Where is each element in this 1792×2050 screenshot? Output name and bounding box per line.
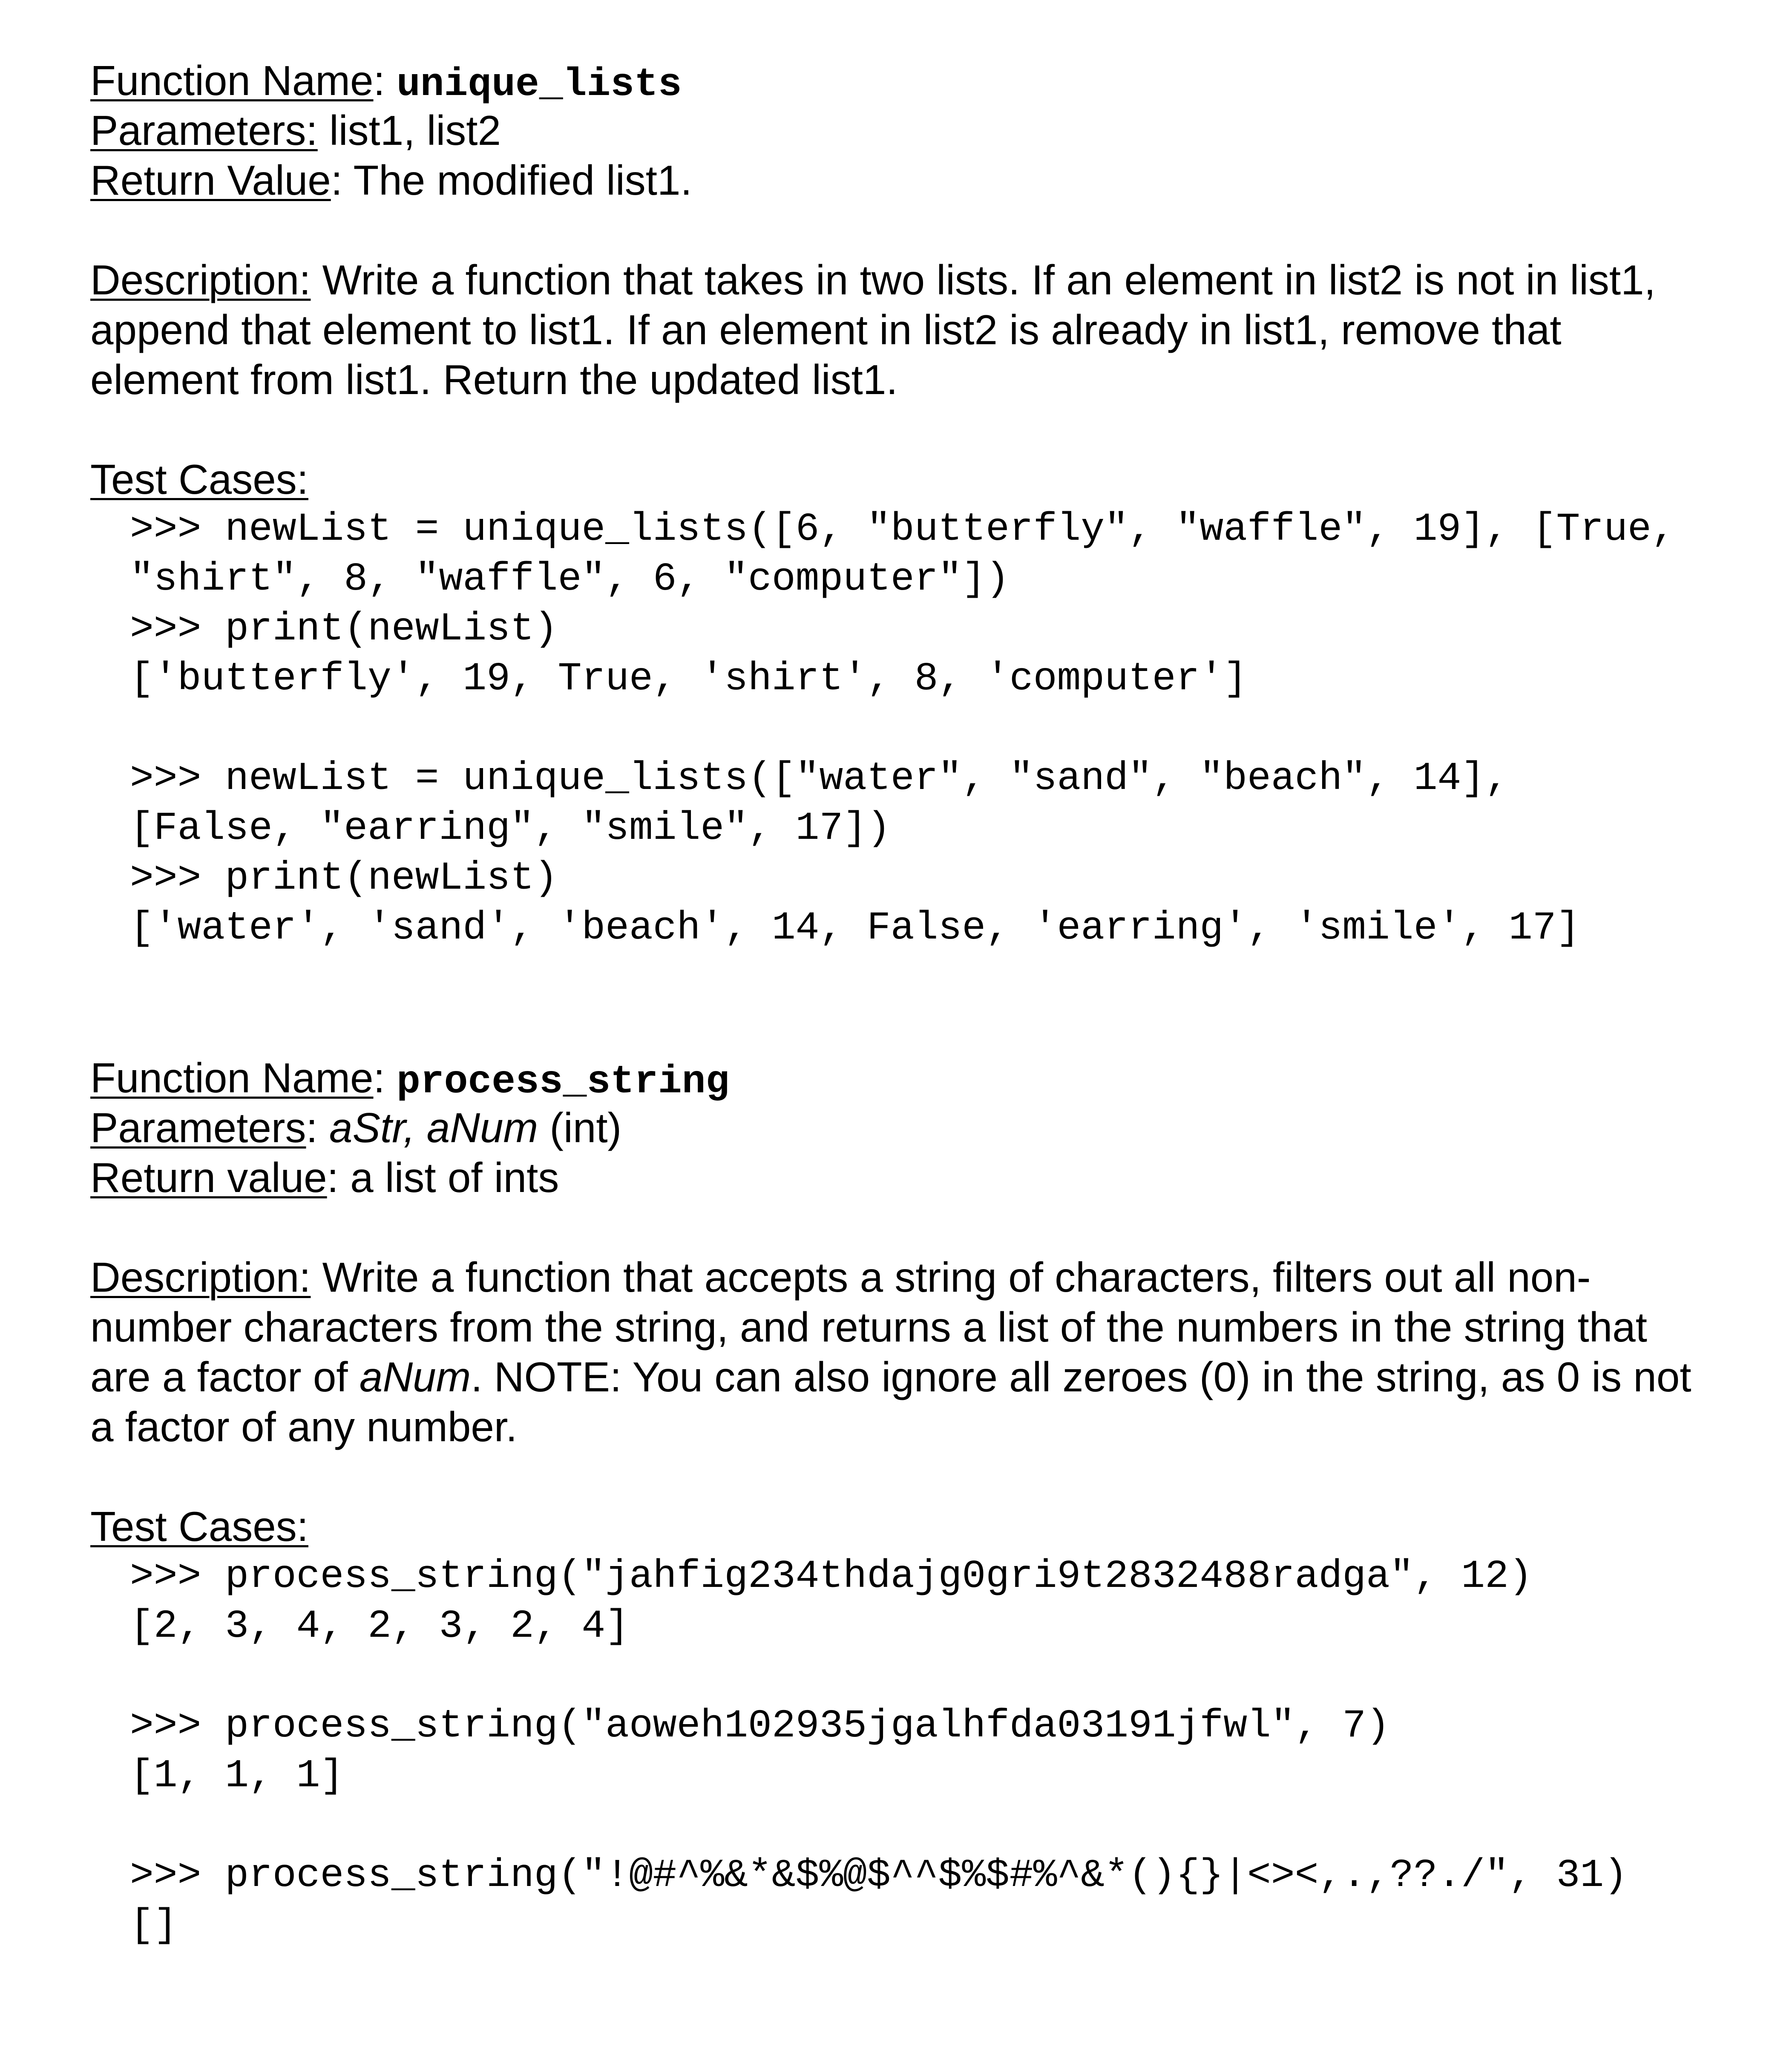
code-line: >>> process_string("aoweh102935jgalhfda03191jfwl", 7) — [130, 1704, 1390, 1748]
description-line-3: are a factor of aNum. NOTE: You can also ignore all zeroes (0) in the string, as 0 is not — [90, 1353, 1691, 1400]
code-line: >>> process_string("jahfig234thdajg0gri9t2832488radga", 12) — [130, 1554, 1533, 1599]
test-cases-label: Test Cases: — [90, 1503, 308, 1550]
description-line-2: number characters from the string, and returns a list of the numbers in the string that — [90, 1304, 1647, 1350]
parameters-line — [90, 106, 501, 155]
code-line: >>> print(newList) — [130, 856, 558, 901]
function-name-label: Function Name — [90, 57, 374, 104]
return-value-label: Return value — [90, 1154, 327, 1201]
return-value-line: Return Value: The modified list1. — [90, 157, 692, 204]
code-line: [False, "earring", "smile", 17]) — [130, 806, 891, 851]
test-cases-heading — [90, 455, 308, 504]
parameters-label: Parameters — [90, 1104, 306, 1151]
parameters-value: list1, list2 — [329, 107, 501, 154]
code-output-line: ['water', 'sand', 'beach', 14, False, 'earring', 'smile', 17] — [130, 906, 1580, 950]
parameters-value: aStr, aNum — [329, 1104, 538, 1151]
description-line-1: Description: Write a function that accepts a string of characters, filters out all non- — [90, 1254, 1591, 1301]
description-line-3: element from list1. Return the updated list1. — [90, 356, 898, 403]
function-name-label: Function Name — [90, 1054, 374, 1101]
function-name: unique_lists — [396, 62, 682, 107]
code-line: >>> process_string("!@#^%&*&$%@$^^$%$#%^&*(){}|<><,.,??./", 31) — [130, 1853, 1628, 1898]
parameters-label: Parameters: — [90, 107, 318, 154]
return-value-line: Return value: a list of ints — [90, 1154, 559, 1201]
parameters-type: (int) — [538, 1104, 622, 1151]
return-value-text: a list of ints — [350, 1154, 559, 1201]
code-line: "shirt", 8, "waffle", 6, "computer"]) — [130, 557, 1010, 602]
test-cases-label: Test Cases: — [90, 456, 308, 503]
code-output-line: [2, 3, 4, 2, 3, 2, 4] — [130, 1604, 629, 1649]
code-output-line: ['butterfly', 19, True, 'shirt', 8, 'computer'] — [130, 656, 1248, 701]
test-cases-heading — [90, 1502, 308, 1552]
description-label: Description: — [90, 1254, 311, 1301]
test-case-block-2 — [130, 754, 1580, 1053]
function-name: process_string — [396, 1060, 730, 1104]
description-label: Description: — [90, 256, 311, 303]
code-output-line: [] — [130, 1903, 178, 1948]
return-value-label: Return Value — [90, 157, 331, 204]
parameters-line: Parameters: aStr, aNum (int) — [90, 1104, 622, 1151]
description-line-2: append that element to list1. If an element in list2 is already in list1, remove that — [90, 306, 1562, 353]
code-line: >>> print(newList) — [130, 607, 558, 651]
function-name-line: Function Name: process_string — [90, 1054, 730, 1104]
function-name-line: Function Name: unique_lists — [90, 57, 682, 107]
code-output-line: [1, 1, 1] — [130, 1753, 344, 1798]
code-line: >>> newList = unique_lists(["water", "sand", "beach", 14], — [130, 756, 1509, 801]
description-line-4: a factor of any number. — [90, 1403, 518, 1450]
return-value-text: The modified list1. — [353, 157, 692, 204]
description-line-1: Description: Write a function that takes in two lists. If an element in list2 is not in list1, — [90, 256, 1656, 303]
test-case-block-5 — [130, 1851, 1628, 2050]
code-line: >>> newList = unique_lists([6, "butterfly", "waffle", 19], [True, — [130, 507, 1675, 552]
